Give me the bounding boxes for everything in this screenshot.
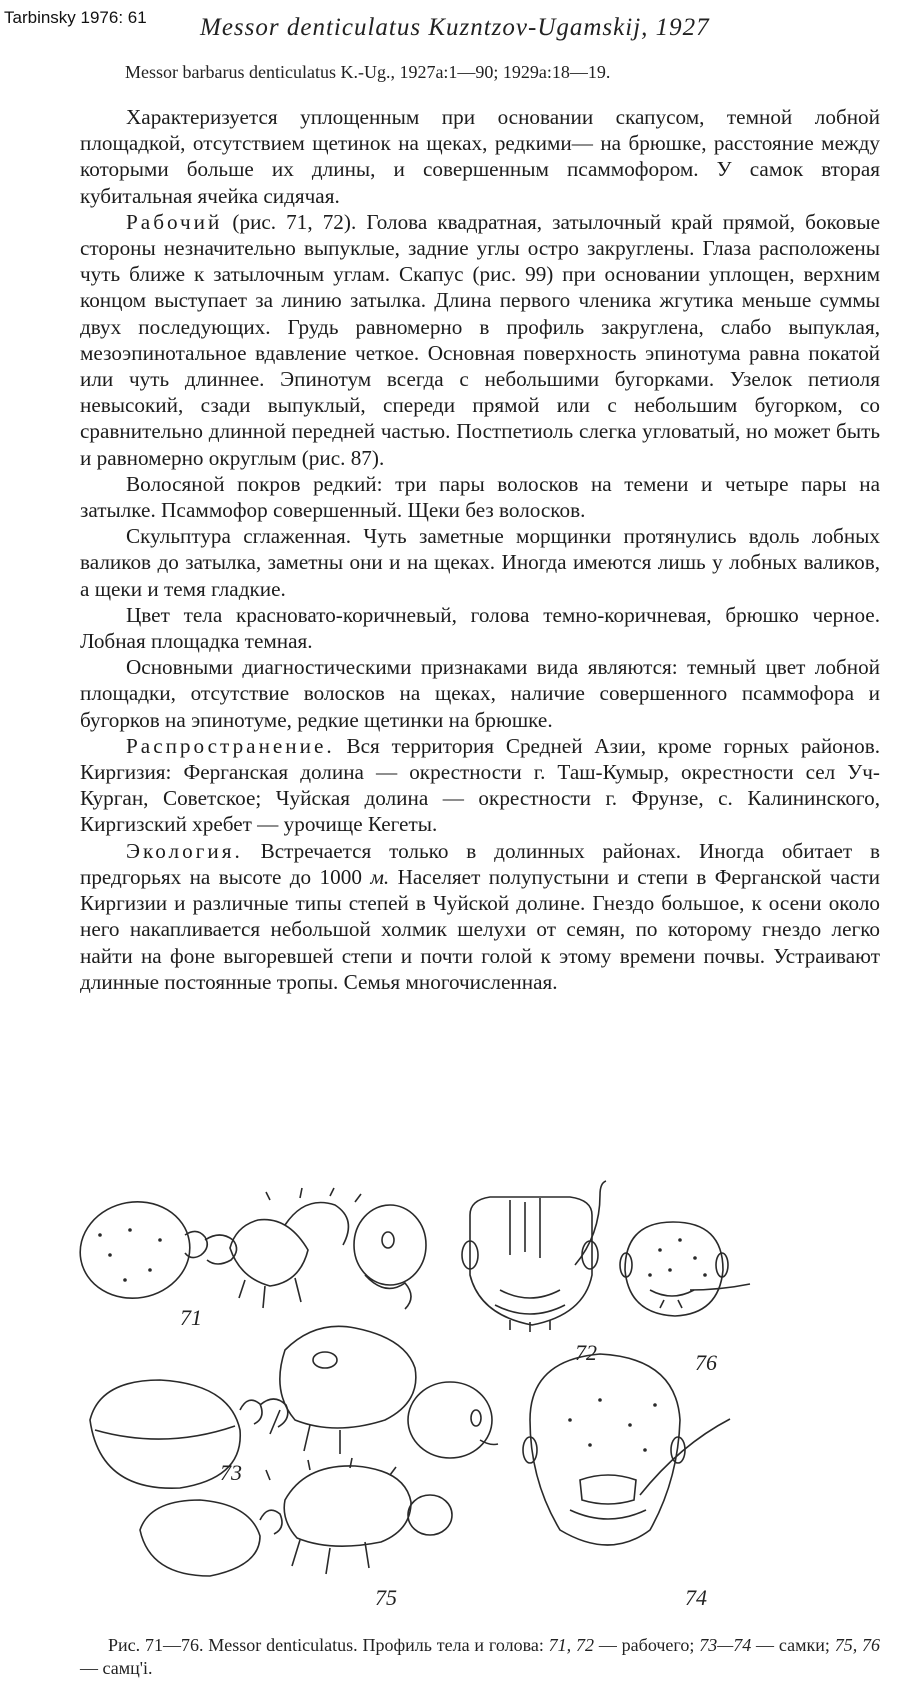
caption-male: — самц'i. xyxy=(80,1658,153,1678)
ecology-text-b: Населяет полупустыни и степи в Ферганской части Киргизии и различные типы степей в Чуйской долине. Гнездо большое, к осени около него накапливается небольшой холмик шелухи от семян, по которому гнездо легко найти на фоне выгоревшей степи и почти голой к этому времени почвы. Устраивают длинные постоянные тропы. Семья многочисленная. xyxy=(80,864,880,994)
main-text xyxy=(80,104,880,995)
figure-73-queen-profile xyxy=(90,1326,498,1488)
paragraph-ecology xyxy=(80,838,880,995)
distribution-heading: Распространение. xyxy=(126,733,335,758)
figure-72-label: 72 xyxy=(575,1340,597,1365)
figure-71-worker-profile xyxy=(73,1188,426,1330)
paragraph-diagnosis: Характеризуется уплощенным при основании скапусом, темной лобной площадкой, отсутствием щетинок на щеках, редкими— на брюшке, расстояние между которыми больше их длины, и совершенным псаммофором. У самок вторая кубитальная ячейка сидячая. xyxy=(80,105,880,208)
caption-figs-queen: 73—74 xyxy=(699,1635,752,1655)
source-label: Tarbinsky 1976: 61 xyxy=(4,8,147,27)
figure-74-queen-head xyxy=(523,1354,730,1610)
figure-72-worker-head xyxy=(462,1181,606,1365)
paragraph-sculpture: Скульптура сглаженная. Чуть заметные морщинки протянулись вдоль лобных валиков до затылка, заметны они и на щеках. Иногда имеются лишь у лобных валиков, а щеки и темя гладкие. xyxy=(80,524,880,601)
paragraph-distribution xyxy=(80,733,880,838)
species-title: Messor denticulatus Kuzntzov-Ugamskij, 1927 xyxy=(200,14,710,41)
figure-76-male-head xyxy=(620,1222,750,1375)
paragraph-color: Цвет тела красновато-коричневый, голова темно-коричневая, брюшко черное. Лобная площадка темная. xyxy=(80,602,880,654)
caption-text xyxy=(80,1634,880,1680)
figure-76-label: 76 xyxy=(695,1350,717,1375)
caption-figs-male: 75, 76 xyxy=(834,1635,881,1655)
caption-figs-worker: 71, 72 xyxy=(548,1635,595,1655)
figure-74-label: 74 xyxy=(685,1585,707,1610)
paragraph-pilosity: Волосяной покров редкий: три пары волосков на темени и четыре пары на затылке. Псаммофор совершенный. Щеки без волосков. xyxy=(80,471,880,523)
figure-75-male-profile xyxy=(140,1458,452,1610)
paragraph-diagnostic-features: Основными диагностическими признаками вида являются: темный цвет лобной площадки, отсутствие волосков на щеках, наличие совершенного псаммофора и бугорков на эпинотуме, редкие щетинки на брюшке. xyxy=(80,655,880,732)
ecology-text-a: Встречается только в долинных районах. Иногда обитает в предгорьях на высоте до 1000 xyxy=(80,838,880,889)
figure-75-label: 75 xyxy=(375,1585,397,1610)
figure-71-label: 71 xyxy=(180,1305,202,1330)
distribution-text: Вся территория Средней Азии, кроме горных районов. Киргизия: Ферганская долина — окрестности г. Таш-Кумыр, окрестности сел Уч-Курган, Советское; Чуйская долина — окрестности г. Фрунзе, с. Калининского, Киргизский хребет — урочище Кегеты. xyxy=(80,733,880,837)
figure-73-label: 73 xyxy=(220,1460,242,1485)
figure-caption xyxy=(80,1634,880,1680)
ecology-heading: Экология. xyxy=(126,838,243,863)
worker-heading: Рабочий xyxy=(126,209,223,234)
caption-queen: — самки; xyxy=(751,1635,835,1655)
worker-text: (рис. 71, 72). Голова квадратная, затылочный край прямой, боковые стороны незначительно выпуклые, задние углы остро закруглены. Глаза расположены чуть ближе к затылочным углам. Скапус (рис. 99) при основании уплощен, верхним концом выступает за линию затылка. Длина первого членика жгутика меньше суммы двух последующих. Грудь равномерно в профиль закруглена, слабо выпуклая, мезоэпинотальное вдавление четкое. Основная поверхность эпинотума равна покатой или чуть длиннее. Эпинотум всегда с небольшими бугорками. Узелок петиоля невысокий, сзади выпуклый, спереди прямой или с небольшим бугорком, со сравнительно длинной передней частью. Постпетиоль слегка угловатый, но может быть и равномерно округлым (рис. 87). xyxy=(80,209,880,470)
paragraph-worker xyxy=(80,209,880,471)
caption-prefix: Рис. 71—76. Messor denticulatus. Профиль тела и голова: xyxy=(108,1635,549,1655)
figure-plate xyxy=(70,1180,890,1620)
synonym-line: Messor barbarus denticulatus K.-Ug., 1927a:1—90; 1929a:18—19. xyxy=(125,62,611,82)
ecology-unit: м. xyxy=(370,864,390,889)
caption-worker: — рабочего; xyxy=(594,1635,700,1655)
